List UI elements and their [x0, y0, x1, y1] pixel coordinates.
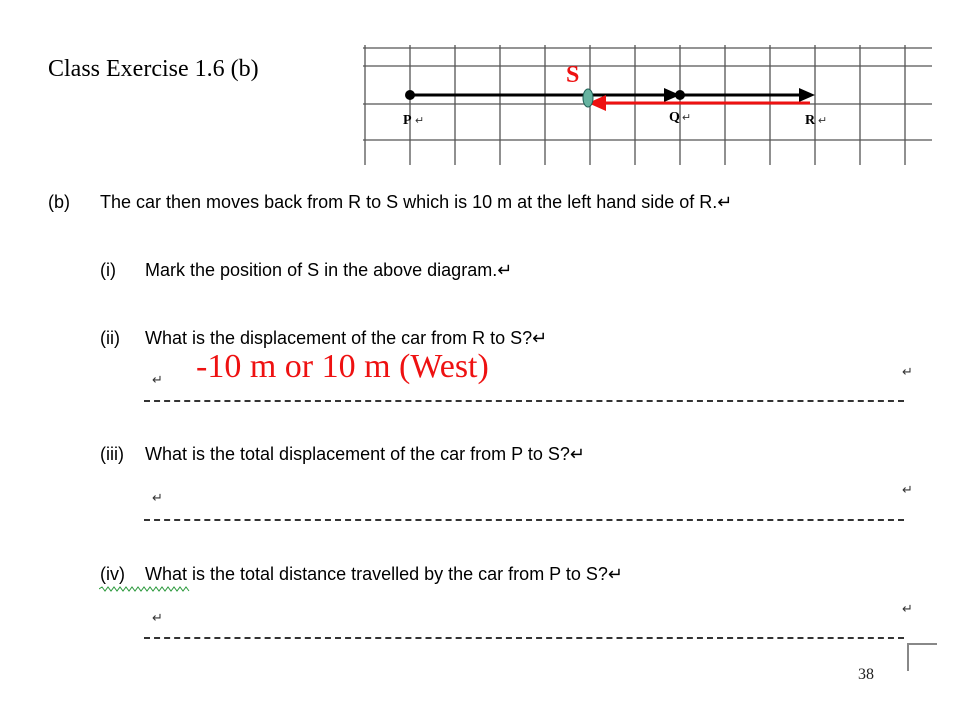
return-mark: ↵ — [152, 372, 163, 387]
return-mark: ↵ — [902, 482, 913, 497]
question-text: Mark the position of S in the above diagram.↵ — [145, 260, 513, 280]
return-mark: ↵ — [902, 601, 913, 616]
point-p-label: P — [403, 113, 412, 128]
return-mark: ↵ — [152, 490, 163, 505]
question-text: What is the total distance travelled by the car from P to S?↵ — [145, 564, 623, 584]
point-s-marker — [583, 89, 593, 107]
arrow-r-to-s — [588, 95, 810, 111]
spellcheck-underline — [99, 586, 191, 592]
point-p-dot — [405, 90, 415, 100]
question-number: (b) — [48, 192, 70, 212]
answer-line — [144, 519, 904, 521]
question-number: (iv) — [100, 564, 125, 584]
return-mark: ↵ — [415, 115, 425, 127]
question-number: (ii) — [100, 328, 120, 348]
question-number: (iii) — [100, 444, 124, 464]
point-q-label: Q — [669, 110, 680, 125]
point-q-dot — [675, 90, 685, 100]
grid — [363, 45, 932, 165]
return-mark: ↵ — [682, 112, 692, 124]
path-q-to-r — [680, 88, 815, 102]
page-number: 38 — [858, 666, 874, 683]
return-mark: ↵ — [818, 115, 828, 127]
question-text: The car then moves back from R to S which is 10 m at the left hand side of R.↵ — [100, 192, 733, 212]
answer-ii: -10 m or 10 m (West) — [196, 348, 489, 385]
answer-line — [144, 637, 904, 639]
point-s-label: S — [566, 62, 580, 88]
question-text: What is the total displacement of the car from P to S?↵ — [145, 444, 585, 464]
corner-crop-mark — [907, 643, 937, 671]
slide-title: Class Exercise 1.6 (b) — [48, 56, 259, 82]
return-mark: ↵ — [902, 364, 913, 379]
position-diagram — [0, 0, 960, 170]
question-text: What is the displacement of the car from R to S?↵ — [145, 328, 548, 348]
point-r-label: R — [805, 113, 816, 128]
question-number: (i) — [100, 260, 116, 280]
return-mark: ↵ — [152, 610, 163, 625]
answer-line — [144, 400, 904, 402]
